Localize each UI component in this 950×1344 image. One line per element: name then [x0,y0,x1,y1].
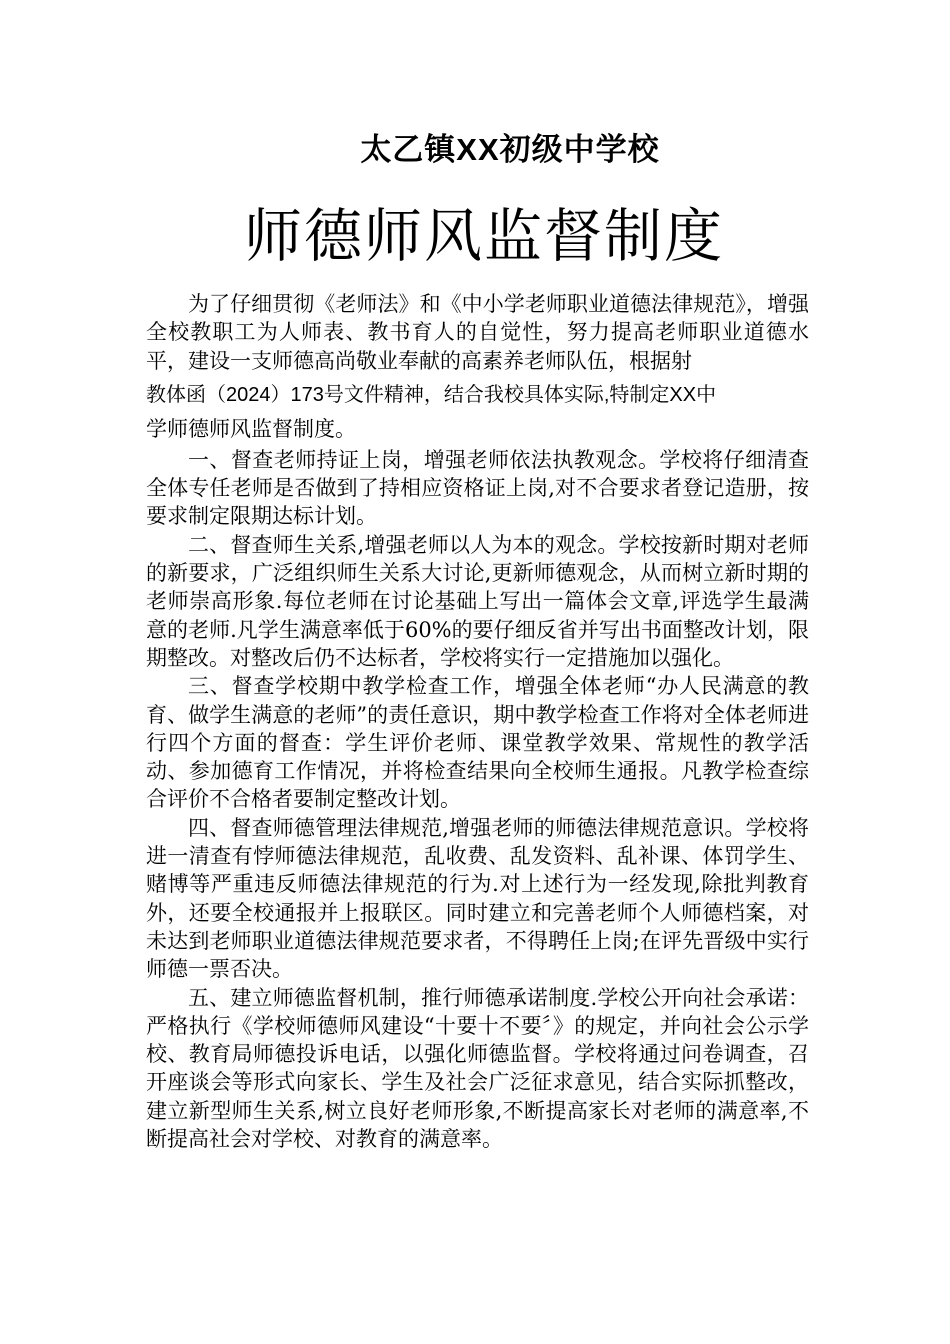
section-2-paragraph: 二、督查师生关系,增强老师以人为本的观念。学校按新时期对老师的新要求，广泛组织师生关系大讨论,更新师德观念，从而树立新时期的老师崇高形象.每位老师在讨论基础上写出一篇体会文章,评选学生最满意的老师.凡学生满意率低于60%的要仔细反省并写出书面整改计划，限期整改。对整改后仍不达标者，学校将实行一定措施加以强化。 [146,532,809,670]
intro-paragraph-part1: 为了仔细贯彻《老师法》和《中小学老师职业道德法律规范》，增强全校教职工为人师表、教书育人的自觉性，努力提高老师职业道德水平，建设一支师德高尚敬业奉献的高素养老师队伍，根据射 [146,292,809,373]
school-name-heading: 太乙镇XX初级中学校 [360,132,660,167]
section-1-paragraph: 一、督查老师持证上岗，增强老师依法执教观念。学校将仔细清查全体专任老师是否做到了持相应资格证上岗,对不合要求者登记造册，按要求制定限期达标计划。 [146,447,809,529]
intro-paragraph-part2: 教体函（2024）173号文件精神，结合我校具体实际,特制定XX中 [146,383,717,406]
section-4-paragraph: 四、督查师德管理法律规范,增强老师的师德法律规范意识。学校将进一清查有悖师德法律规范，乱收费、乱发资料、乱补课、体罚学生、赌博等严重违反师德法律规范的行为.对上述行为一经发现,除批判教育外，还要全校通报并上报联区。同时建立和完善老师个人师德档案，对未达到老师职业道德法律规范要求者，不得聘任上岗;在评先晋级中实行师德一票否决。 [146,815,809,982]
section-3-paragraph: 三、督查学校期中教学检查工作，增强全体老师“办人民满意的教育、做学生满意的老师”的责任意识，期中教学检查工作将对全体老师进行四个方面的督查：学生评价老师、课堂教学效果、常规性的教学活动、参加德育工作情况，并将检查结果向全校师生通报。凡教学检查综合评价不合格者要制定整改计划。 [146,674,809,812]
intro-paragraph-part3: 学师德师风监督制度。 [146,416,356,441]
section-5-paragraph: 五、建立师德监督机制，推行师德承诺制度.学校公开向社会承诺：严格执行《学校师德师风建设“十要十不要〞》的规定，并向社会公示学校、教育局师德投诉电话，以强化师德监督。学校将通过问卷调查，召开座谈会等形式向家长、学生及社会广泛征求意见，结合实际抓整改，建立新型师生关系,树立良好老师形象,不断提高家长对老师的满意率,不断提高社会对学校、对教育的满意率。 [146,985,809,1152]
document-body [146,290,809,1153]
document-title: 师德师风监督制度 [243,202,724,270]
